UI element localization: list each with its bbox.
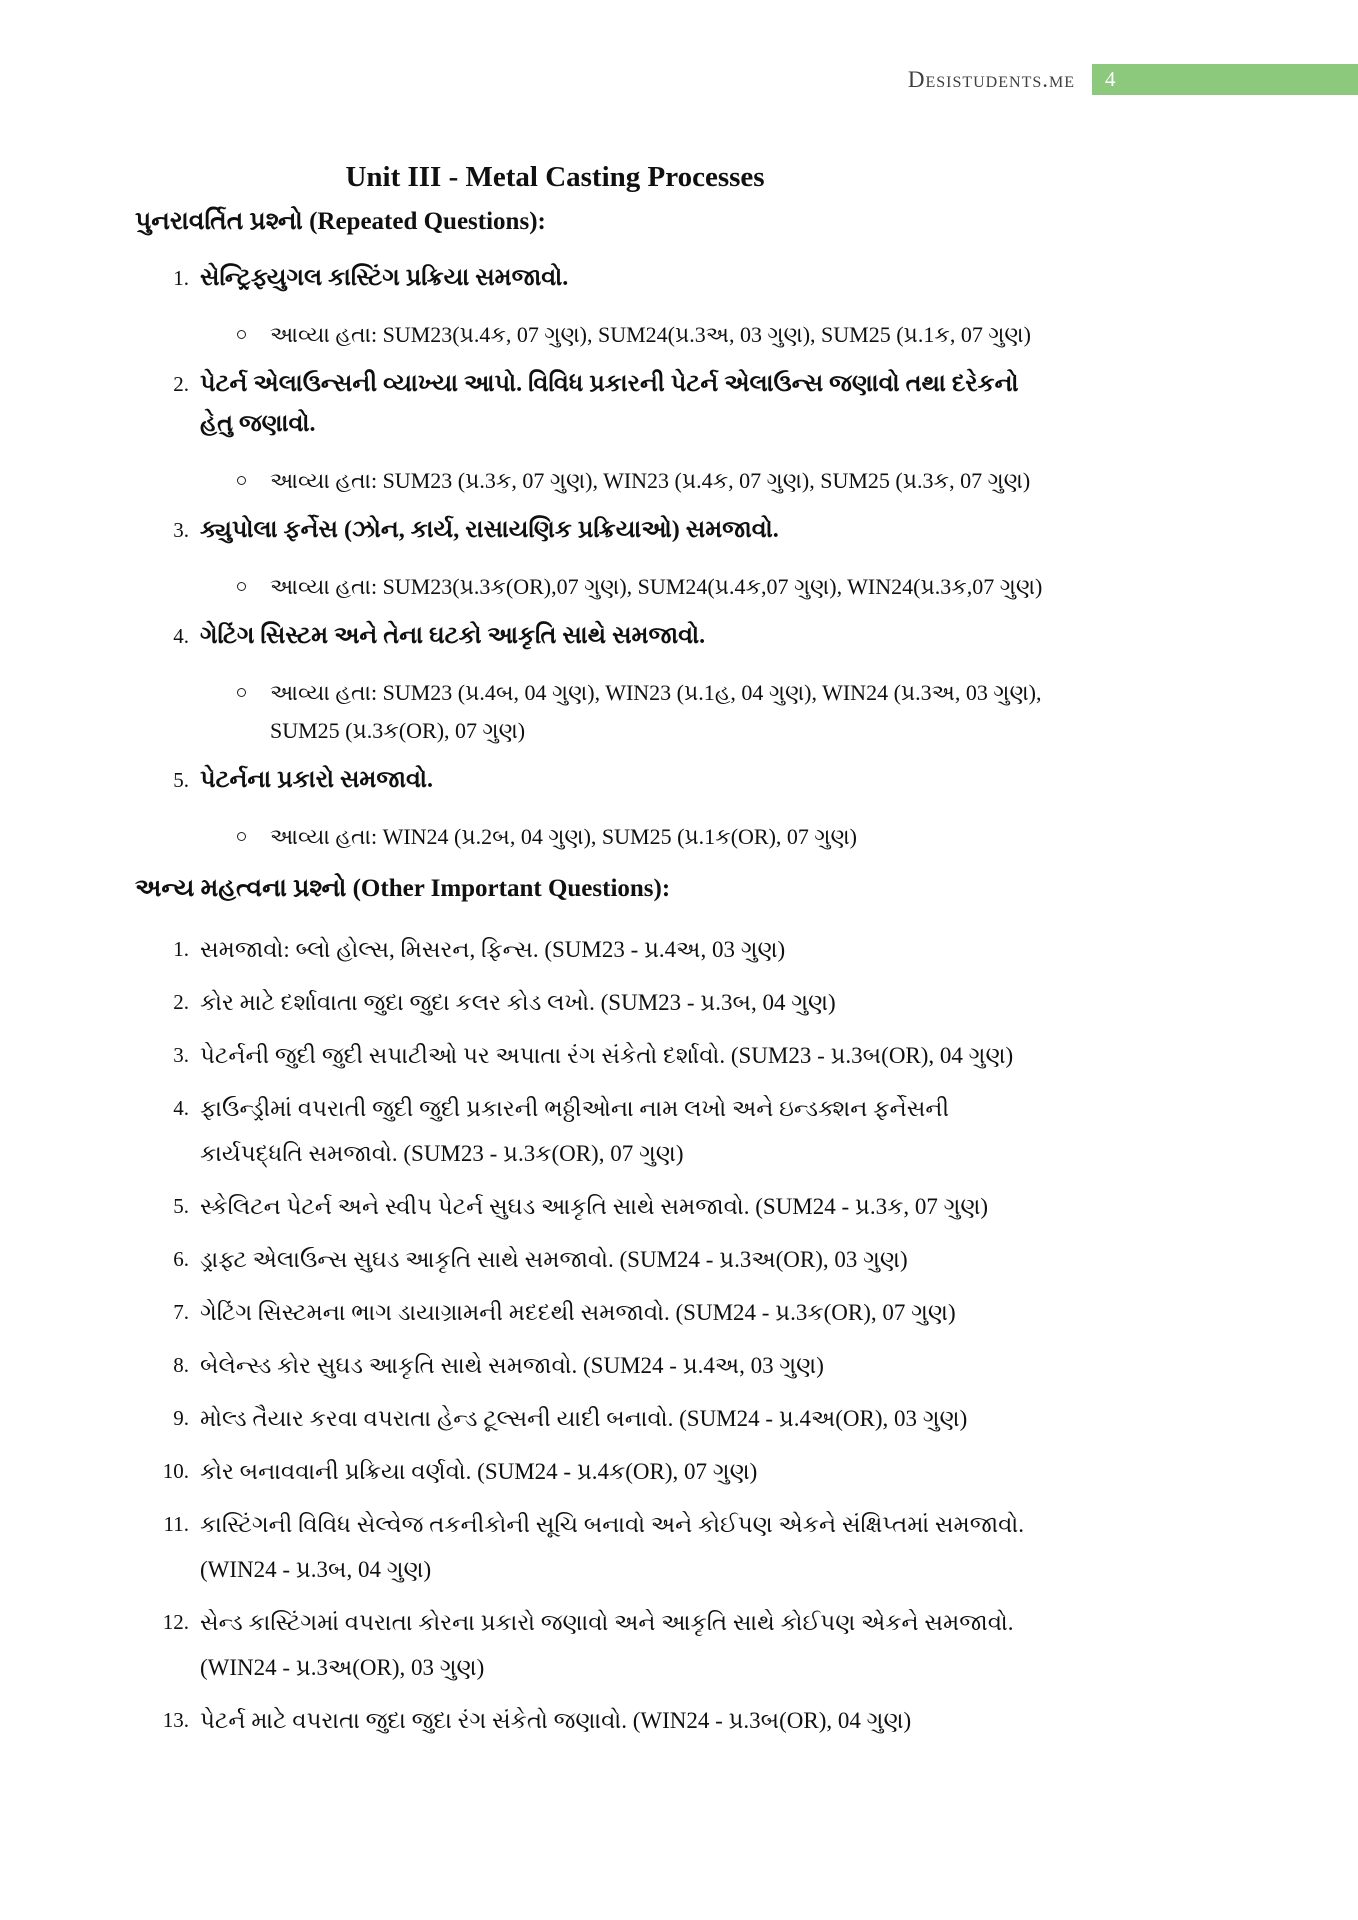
section-heading-english: (Other Important Questions): (352, 875, 671, 902)
question-item (135, 1184, 1047, 1229)
question-item (135, 1237, 1047, 1282)
question-text: પેટર્ન માટે વપરાતા જુદા જુદા રંગ સંકેતો જણાવો. (WIN24 - પ્ર.3બ(OR), 04 ગુણ) (200, 1708, 912, 1733)
question-number: 4. (173, 1096, 189, 1120)
question-line (135, 760, 1047, 800)
question-number: 8. (173, 1353, 189, 1377)
circle-glyph (237, 832, 246, 841)
question-item (135, 258, 1047, 354)
appearance-note-text: આવ્યા હતા: SUM23(પ્ર.4ક, 07 ગુણ), SUM24(પ્ર.3અ, 03 ગુણ), SUM25 (પ્ર.1ક, 07 ગુણ) (270, 322, 1031, 347)
section-heading-gujarati: અન્ય મહત્વના પ્રશ્નો (135, 875, 347, 902)
question-item (135, 1343, 1047, 1388)
section-heading-gujarati: પુનરાવર્તિત પ્રશ્નો (135, 208, 303, 235)
question-text: પેટર્નની જુદી જુદી સપાટીઓ પર અપાતા રંગ સંકેતો દર્શાવો. (SUM23 - પ્ર.3બ(OR), 04 ગુણ) (200, 1043, 1014, 1068)
question-item (135, 1086, 1047, 1176)
question-line (135, 364, 1047, 444)
question-number: 10. (162, 1459, 189, 1483)
question-item (135, 1396, 1047, 1441)
question-text: ડ્રાફ્ટ એલાઉન્સ સુઘડ આકૃતિ સાથે સમજાવો. (SUM24 - પ્ર.3અ(OR), 03 ગુણ) (200, 1247, 908, 1272)
question-number: 5. (173, 768, 189, 792)
question-item (135, 364, 1047, 500)
question-item (135, 1449, 1047, 1494)
section-heading (135, 872, 1047, 905)
unit-title: Unit III - Metal Casting Processes (345, 161, 765, 193)
question-item (135, 927, 1047, 972)
question-section (135, 205, 1047, 856)
question-item (135, 1290, 1047, 1335)
question-item (135, 616, 1047, 750)
circle-bullet-icon (235, 568, 270, 606)
question-number: 13. (162, 1708, 189, 1732)
question-line (135, 258, 1047, 298)
question-item (135, 760, 1047, 856)
question-text: ફાઉન્ડ્રીમાં વપરાતી જુદી જુદી પ્રકારની ભઠ્ઠીઓના નામ લખો અને ઇન્ડક્શન ફર્નેસની કાર્યપદ્ધતિ સમજાવો. (SUM23 - પ્ર.3ક(OR), 07 ગુણ) (200, 1096, 950, 1166)
circle-glyph (237, 476, 246, 485)
circle-glyph (237, 688, 246, 697)
page-header (0, 64, 1358, 95)
page-number-badge (1092, 64, 1358, 95)
question-item (135, 1600, 1047, 1690)
circle-bullet-icon (235, 674, 270, 750)
question-text: બેલેન્સ્ડ કોર સુઘડ આકૃતિ સાથે સમજાવો. (SUM24 - પ્ર.4અ, 03 ગુણ) (200, 1353, 824, 1378)
question-number: 1. (173, 266, 189, 290)
question-text: કોર માટે દર્શાવાતા જુદા જુદા કલર કોડ લખો. (SUM23 - પ્ર.3બ, 04 ગુણ) (200, 990, 836, 1015)
question-list (135, 927, 1047, 1743)
question-number: 2. (173, 372, 189, 396)
question-text: કાસ્ટિંગની વિવિધ સેલ્વેજ તકનીકોની સૂચિ બનાવો અને કોઈપણ એકને સંક્ષિપ્તમાં સમજાવો. (WIN24 - પ્ર.3બ, 04 ગુણ) (200, 1512, 1024, 1582)
question-text: સેન્ડ કાસ્ટિંગમાં વપરાતા કોરના પ્રકારો જણાવો અને આકૃતિ સાથે કોઈપણ એકને સમજાવો. (WIN24 - પ્ર.3અ(OR), 03 ગુણ) (200, 1610, 1014, 1680)
question-item (135, 980, 1047, 1025)
appearance-note (235, 568, 1047, 606)
question-item (135, 510, 1047, 606)
question-number: 1. (173, 937, 189, 961)
section-heading (135, 205, 1047, 238)
appearance-note-text: આવ્યા હતા: SUM23 (પ્ર.4બ, 04 ગુણ), WIN23 (પ્ર.1હ, 04 ગુણ), WIN24 (પ્ર.3અ, 03 ગુણ), SUM25 (પ્ર.3ક(OR), 07 ગુણ) (270, 680, 1042, 743)
page-number: 4 (1105, 67, 1116, 91)
question-line (135, 510, 1047, 550)
question-list (135, 258, 1047, 856)
question-number: 2. (173, 990, 189, 1014)
question-number: 12. (162, 1610, 189, 1634)
question-number: 9. (173, 1406, 189, 1430)
question-number: 11. (163, 1512, 189, 1536)
question-sections (135, 205, 1047, 1743)
question-number: 3. (173, 518, 189, 542)
question-text: ક્યુપોલા ફર્નેસ (ઝોન, કાર્ય, રાસાયણિક પ્રક્રિયાઓ) સમજાવો. (200, 517, 779, 543)
appearance-note (235, 462, 1047, 500)
question-item (135, 1698, 1047, 1743)
question-text: ગેટિંગ સિસ્ટમ અને તેના ઘટકો આકૃતિ સાથે સમજાવો. (200, 623, 706, 649)
question-text: પેટર્ન એલાઉન્સની વ્યાખ્યા આપો. વિવિધ પ્રકારની પેટર્ન એલાઉન્સ જણાવો તથા દરેકનો હેતુ જણાવો. (200, 371, 1019, 437)
question-text: મોલ્ડ તૈયાર કરવા વપરાતા હેન્ડ ટૂલ્સની યાદી બનાવો. (SUM24 - પ્ર.4અ(OR), 03 ગુણ) (200, 1406, 968, 1431)
circle-bullet-icon (235, 316, 270, 354)
question-text: ગેટિંગ સિસ્ટમના ભાગ ડાયાગ્રામની મદદથી સમજાવો. (SUM24 - પ્ર.3ક(OR), 07 ગુણ) (200, 1300, 956, 1325)
question-text: સમજાવો: બ્લો હોલ્સ, મિસરન, ફિન્સ. (SUM23 - પ્ર.4અ, 03 ગુણ) (200, 937, 786, 962)
question-number: 3. (173, 1043, 189, 1067)
question-text: સ્કેલિટન પેટર્ન અને સ્વીપ પેટર્ન સુઘડ આકૃતિ સાથે સમજાવો. (SUM24 - પ્ર.3ક, 07 ગુણ) (200, 1194, 989, 1219)
appearance-note (235, 674, 1047, 750)
appearance-note (235, 316, 1047, 354)
section-heading-english: (Repeated Questions): (309, 208, 546, 235)
question-number: 4. (173, 624, 189, 648)
question-number: 6. (173, 1247, 189, 1271)
content-column (135, 205, 1047, 1751)
circle-glyph (237, 330, 246, 339)
question-item (135, 1033, 1047, 1078)
site-name: Desistudents.me (907, 66, 1075, 92)
question-number: 7. (173, 1300, 189, 1324)
circle-bullet-icon (235, 818, 270, 856)
circle-bullet-icon (235, 462, 270, 500)
question-item (135, 1502, 1047, 1592)
question-line (135, 616, 1047, 656)
question-number: 5. (173, 1194, 189, 1218)
appearance-note-text: આવ્યા હતા: SUM23 (પ્ર.3ક, 07 ગુણ), WIN23 (પ્ર.4ક, 07 ગુણ), SUM25 (પ્ર.3ક, 07 ગુણ) (270, 468, 1031, 493)
appearance-note (235, 818, 1047, 856)
question-section (135, 872, 1047, 1743)
question-text: પેટર્નના પ્રકારો સમજાવો. (200, 767, 433, 793)
appearance-note-text: આવ્યા હતા: SUM23(પ્ર.3ક(OR),07 ગુણ), SUM24(પ્ર.4ક,07 ગુણ), WIN24(પ્ર.3ક,07 ગુણ) (270, 574, 1043, 599)
appearance-note-text: આવ્યા હતા: WIN24 (પ્ર.2બ, 04 ગુણ), SUM25 (પ્ર.1ક(OR), 07 ગુણ) (270, 824, 857, 849)
question-text: સેન્ટ્રિફ્યુગલ કાસ્ટિંગ પ્રક્રિયા સમજાવો. (200, 265, 569, 291)
circle-glyph (237, 582, 246, 591)
question-text: કોર બનાવવાની પ્રક્રિયા વર્ણવો. (SUM24 - પ્ર.4ક(OR), 07 ગુણ) (200, 1459, 758, 1484)
